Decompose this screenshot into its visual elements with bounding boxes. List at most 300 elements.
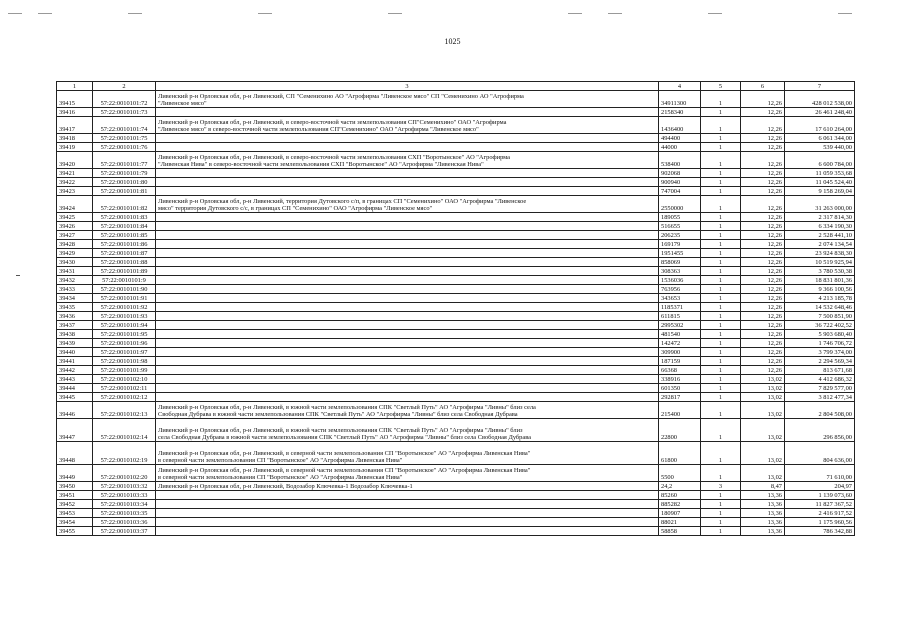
cadastral-value-cell: 6 600 784,00 [785, 152, 855, 169]
table-row [57, 134, 855, 143]
location-description-cell [156, 357, 659, 366]
table-row [57, 339, 855, 348]
location-description-cell [156, 294, 659, 303]
area-cell: 1185371 [659, 303, 701, 312]
cadastral-number-cell: 57:22:0010101:79 [93, 169, 156, 178]
area-cell: 44000 [659, 143, 701, 152]
cadastral-number-cell: 57:22:0010101:88 [93, 258, 156, 267]
row-number-cell: 39447 [57, 419, 93, 442]
cadastral-number-cell: 57:22:0010101:89 [93, 267, 156, 276]
location-description-cell [156, 312, 659, 321]
cadastral-number-cell: 57:22:0010103:34 [93, 500, 156, 509]
location-description-cell [156, 187, 659, 196]
rate-cell: 12,26 [741, 276, 785, 285]
location-description-cell [156, 491, 659, 500]
table-row [57, 384, 855, 393]
cadastral-value-cell: 11 059 353,68 [785, 169, 855, 178]
row-number-cell: 39432 [57, 276, 93, 285]
table-row [57, 357, 855, 366]
column-header: 1 [57, 82, 93, 91]
location-description-cell [156, 213, 659, 222]
page-number: 1025 [444, 37, 461, 46]
count-cell: 1 [701, 366, 741, 375]
rate-cell: 12,26 [741, 134, 785, 143]
location-description-cell [156, 366, 659, 375]
cadastral-value-cell: 4 412 686,32 [785, 375, 855, 384]
cadastral-number-cell: 57:22:0010101:91 [93, 294, 156, 303]
cadastral-number-cell: 57:22:0010103:35 [93, 509, 156, 518]
cadastral-value-cell: 10 519 925,94 [785, 258, 855, 267]
scan-side-mark [16, 275, 20, 276]
area-cell: 189055 [659, 213, 701, 222]
column-header: 5 [701, 82, 741, 91]
area-cell: 516655 [659, 222, 701, 231]
count-cell: 1 [701, 330, 741, 339]
cadastral-number-cell: 57:22:0010101:84 [93, 222, 156, 231]
row-number-cell: 39430 [57, 258, 93, 267]
count-cell: 1 [701, 117, 741, 134]
register-table [56, 81, 855, 536]
rate-cell: 12,26 [741, 213, 785, 222]
location-description-cell [156, 348, 659, 357]
cadastral-value-cell: 18 831 801,36 [785, 276, 855, 285]
cadastral-value-cell: 14 532 648,46 [785, 303, 855, 312]
location-description-cell [156, 152, 659, 169]
rate-cell: 12,26 [741, 91, 785, 108]
cadastral-number-cell: 57:22:0010101:74 [93, 117, 156, 134]
description-line: "Ливенское мясо" [158, 100, 207, 107]
cadastral-value-cell: 6 334 190,30 [785, 222, 855, 231]
table-row [57, 91, 855, 108]
location-description-cell [156, 527, 659, 536]
area-cell: 215400 [659, 402, 701, 419]
cadastral-number-cell: 57:22:0010101:87 [93, 249, 156, 258]
rate-cell: 12,26 [741, 187, 785, 196]
area-cell: 1436400 [659, 117, 701, 134]
row-number-cell: 39436 [57, 312, 93, 321]
row-number-cell: 39424 [57, 196, 93, 213]
area-cell: 747004 [659, 187, 701, 196]
count-cell: 3 [701, 482, 741, 491]
cadastral-value-cell: 11 827 367,52 [785, 500, 855, 509]
location-description-cell [156, 285, 659, 294]
table-row [57, 178, 855, 187]
location-description-cell [156, 169, 659, 178]
rate-cell: 8,47 [741, 482, 785, 491]
row-number-cell: 39451 [57, 491, 93, 500]
row-number-cell: 39434 [57, 294, 93, 303]
row-number-cell: 39422 [57, 178, 93, 187]
count-cell: 1 [701, 465, 741, 482]
table-row [57, 500, 855, 509]
table-header-row [57, 82, 855, 91]
area-cell: 206235 [659, 231, 701, 240]
count-cell: 1 [701, 509, 741, 518]
cadastral-value-cell: 4 213 185,78 [785, 294, 855, 303]
table-row [57, 465, 855, 482]
cadastral-value-cell: 2 416 917,52 [785, 509, 855, 518]
count-cell: 1 [701, 108, 741, 117]
cadastral-value-cell: 7 829 577,00 [785, 384, 855, 393]
row-number-cell: 39426 [57, 222, 93, 231]
cadastral-value-cell: 9 158 269,04 [785, 187, 855, 196]
rate-cell: 12,26 [741, 330, 785, 339]
location-description-cell [156, 339, 659, 348]
count-cell: 1 [701, 91, 741, 108]
location-description-cell [156, 240, 659, 249]
row-number-cell: 39437 [57, 321, 93, 330]
cadastral-number-cell: 57:22:0010101:93 [93, 312, 156, 321]
table-row [57, 312, 855, 321]
area-cell: 58858 [659, 527, 701, 536]
rate-cell: 12,26 [741, 294, 785, 303]
count-cell: 1 [701, 213, 741, 222]
table-row [57, 419, 855, 442]
table-row [57, 267, 855, 276]
description-line: Ливенский р-н Орловская обл, р-н Ливенский, в северо-восточной части землепользования СХП "Воротынское" АО "Агрофирма [158, 154, 511, 161]
cadastral-number-cell: 57:22:0010101:77 [93, 152, 156, 169]
column-header: 3 [156, 82, 659, 91]
count-cell: 1 [701, 348, 741, 357]
table-row [57, 509, 855, 518]
cadastral-number-cell: 57:22:0010102:19 [93, 442, 156, 465]
cadastral-value-cell: 3 799 374,00 [785, 348, 855, 357]
cadastral-number-cell: 57:22:0010101:94 [93, 321, 156, 330]
cadastral-number-cell: 57:22:0010102:10 [93, 375, 156, 384]
row-number-cell: 39415 [57, 91, 93, 108]
row-number-cell: 39423 [57, 187, 93, 196]
area-cell: 481540 [659, 330, 701, 339]
count-cell: 1 [701, 402, 741, 419]
table-row [57, 393, 855, 402]
row-number-cell: 39420 [57, 152, 93, 169]
location-description-cell [156, 249, 659, 258]
area-cell: 338916 [659, 375, 701, 384]
rate-cell: 12,26 [741, 357, 785, 366]
rate-cell: 12,26 [741, 258, 785, 267]
table-row [57, 213, 855, 222]
table-row [57, 482, 855, 491]
rate-cell: 13,02 [741, 375, 785, 384]
count-cell: 1 [701, 276, 741, 285]
rate-cell: 13,02 [741, 465, 785, 482]
rate-cell: 12,26 [741, 178, 785, 187]
cadastral-value-cell: 296 856,00 [785, 419, 855, 442]
count-cell: 1 [701, 187, 741, 196]
area-cell: 494400 [659, 134, 701, 143]
rate-cell: 12,26 [741, 231, 785, 240]
table-row [57, 258, 855, 267]
cadastral-value-cell: 23 924 838,30 [785, 249, 855, 258]
rate-cell: 12,26 [741, 285, 785, 294]
cadastral-number-cell: 57:22:0010102:13 [93, 402, 156, 419]
row-number-cell: 39445 [57, 393, 93, 402]
cadastral-number-cell: 57:22:0010101:82 [93, 196, 156, 213]
area-cell: 5500 [659, 465, 701, 482]
rate-cell: 13,36 [741, 527, 785, 536]
row-number-cell: 39438 [57, 330, 93, 339]
cadastral-value-cell: 17 610 264,00 [785, 117, 855, 134]
cadastral-value-cell: 6 061 344,00 [785, 134, 855, 143]
table-row [57, 108, 855, 117]
cadastral-number-cell: 57:22:0010101:90 [93, 285, 156, 294]
table-row [57, 442, 855, 465]
description-line: Свободная Дубрава в южной части землепользования СПК "Светлый Путь" АО "Агрофирма "Ливны" близ села Свободная Дубрава [158, 411, 518, 418]
cadastral-number-cell: 57:22:0010101:85 [93, 231, 156, 240]
cadastral-number-cell: 57:22:0010103:36 [93, 518, 156, 527]
cadastral-number-cell: 57:22:0010102:20 [93, 465, 156, 482]
row-number-cell: 39439 [57, 339, 93, 348]
location-description-cell [156, 402, 659, 419]
count-cell: 1 [701, 178, 741, 187]
area-cell: 2550000 [659, 196, 701, 213]
row-number-cell: 39419 [57, 143, 93, 152]
count-cell: 1 [701, 419, 741, 442]
cadastral-value-cell: 9 366 100,56 [785, 285, 855, 294]
cadastral-value-cell: 813 671,68 [785, 366, 855, 375]
area-cell: 34911300 [659, 91, 701, 108]
row-number-cell: 39446 [57, 402, 93, 419]
table-row [57, 152, 855, 169]
table-row [57, 518, 855, 527]
area-cell: 66368 [659, 366, 701, 375]
row-number-cell: 39449 [57, 465, 93, 482]
cadastral-number-cell: 57:22:0010101:72 [93, 91, 156, 108]
table-row [57, 196, 855, 213]
area-cell: 2995302 [659, 321, 701, 330]
rate-cell: 13,02 [741, 419, 785, 442]
location-description-cell [156, 384, 659, 393]
rate-cell: 12,26 [741, 348, 785, 357]
location-description-cell [156, 330, 659, 339]
table-row [57, 375, 855, 384]
table-row [57, 276, 855, 285]
table-row [57, 527, 855, 536]
count-cell: 1 [701, 357, 741, 366]
rate-cell: 12,26 [741, 108, 785, 117]
row-number-cell: 39429 [57, 249, 93, 258]
cadastral-value-cell: 26 461 248,40 [785, 108, 855, 117]
scan-top-marks [8, 13, 898, 19]
table-row [57, 187, 855, 196]
cadastral-value-cell: 1 175 960,56 [785, 518, 855, 527]
table-row [57, 402, 855, 419]
location-description-cell [156, 375, 659, 384]
column-header: 6 [741, 82, 785, 91]
column-header: 2 [93, 82, 156, 91]
table-row [57, 303, 855, 312]
table-row [57, 117, 855, 134]
table-row [57, 491, 855, 500]
location-description-cell [156, 393, 659, 402]
rate-cell: 13,36 [741, 509, 785, 518]
description-line: в северной части землепользования СП "Воротынское" АО "Агрофирма Ливенская Нива" [158, 457, 403, 464]
area-cell: 187159 [659, 357, 701, 366]
area-cell: 169179 [659, 240, 701, 249]
cadastral-value-cell: 539 440,00 [785, 143, 855, 152]
rate-cell: 13,36 [741, 491, 785, 500]
column-header: 7 [785, 82, 855, 91]
rate-cell: 12,26 [741, 196, 785, 213]
area-cell: 1951455 [659, 249, 701, 258]
row-number-cell: 39416 [57, 108, 93, 117]
cadastral-value-cell: 2 804 508,00 [785, 402, 855, 419]
area-cell: 22800 [659, 419, 701, 442]
location-description-cell [156, 178, 659, 187]
area-cell: 142472 [659, 339, 701, 348]
table-row [57, 366, 855, 375]
count-cell: 1 [701, 240, 741, 249]
row-number-cell: 39440 [57, 348, 93, 357]
cadastral-value-cell: 1 139 073,60 [785, 491, 855, 500]
cadastral-value-cell: 36 722 402,52 [785, 321, 855, 330]
cadastral-value-cell: 3 780 530,38 [785, 267, 855, 276]
location-description-cell [156, 108, 659, 117]
rate-cell: 12,26 [741, 321, 785, 330]
cadastral-value-cell: 2 074 134,54 [785, 240, 855, 249]
row-number-cell: 39450 [57, 482, 93, 491]
cadastral-number-cell: 57:22:0010102:11 [93, 384, 156, 393]
rate-cell: 12,26 [741, 143, 785, 152]
table-row [57, 294, 855, 303]
location-description-cell [156, 442, 659, 465]
location-description-cell [156, 321, 659, 330]
row-number-cell: 39435 [57, 303, 93, 312]
row-number-cell: 39425 [57, 213, 93, 222]
area-cell: 309900 [659, 348, 701, 357]
count-cell: 1 [701, 258, 741, 267]
count-cell: 1 [701, 143, 741, 152]
cadastral-number-cell: 57:22:0010101:95 [93, 330, 156, 339]
rate-cell: 12,26 [741, 249, 785, 258]
location-description-cell [156, 518, 659, 527]
count-cell: 1 [701, 491, 741, 500]
count-cell: 1 [701, 303, 741, 312]
location-description-cell [156, 196, 659, 213]
cadastral-number-cell: 57:22:0010101:86 [93, 240, 156, 249]
count-cell: 1 [701, 196, 741, 213]
table-row [57, 321, 855, 330]
area-cell: 601350 [659, 384, 701, 393]
cadastral-value-cell: 2 528 441,10 [785, 231, 855, 240]
rate-cell: 12,26 [741, 222, 785, 231]
location-description-cell [156, 143, 659, 152]
area-cell: 763956 [659, 285, 701, 294]
count-cell: 1 [701, 321, 741, 330]
description-line: мясо" территория Дутовского с/с, в границах СП "Семенихино" ОАО "Агрофирма "Ливенское мясо" [158, 205, 433, 212]
count-cell: 1 [701, 152, 741, 169]
cadastral-number-cell: 57:22:0010101:76 [93, 143, 156, 152]
rate-cell: 12,26 [741, 303, 785, 312]
column-header: 4 [659, 82, 701, 91]
cadastral-number-cell: 57:22:0010101:75 [93, 134, 156, 143]
description-line: Ливенский р-н Орловская обл, р-н Ливенский, СП "Семенихино АО "Агрофирма "Ливенское мясо" СП "Семенихино АО "Агрофирма [158, 93, 524, 100]
rate-cell: 13,02 [741, 402, 785, 419]
table-row [57, 240, 855, 249]
count-cell: 1 [701, 375, 741, 384]
area-cell: 308363 [659, 267, 701, 276]
location-description-cell [156, 117, 659, 134]
rate-cell: 12,26 [741, 312, 785, 321]
area-cell: 180907 [659, 509, 701, 518]
cadastral-number-cell: 57:22:0010101:92 [93, 303, 156, 312]
cadastral-value-cell: 7 500 851,90 [785, 312, 855, 321]
row-number-cell: 39444 [57, 384, 93, 393]
cadastral-number-cell: 57:22:0010102:14 [93, 419, 156, 442]
location-description-cell [156, 303, 659, 312]
row-number-cell: 39431 [57, 267, 93, 276]
area-cell: 85260 [659, 491, 701, 500]
cadastral-value-cell: 428 012 538,00 [785, 91, 855, 108]
row-number-cell: 39454 [57, 518, 93, 527]
table-body [57, 91, 855, 536]
description-line: Ливенский р-н Орловская обл, р-н Ливенский, территория Дутовского с/п, в границах СП "Семенихино" ОАО "Агрофирма "Ливенское [158, 198, 527, 205]
count-cell: 1 [701, 231, 741, 240]
area-cell: 611815 [659, 312, 701, 321]
location-description-cell [156, 134, 659, 143]
cadastral-number-cell: 57:22:0010103:33 [93, 491, 156, 500]
count-cell: 1 [701, 384, 741, 393]
rate-cell: 13,36 [741, 518, 785, 527]
row-number-cell: 39417 [57, 117, 93, 134]
rate-cell: 12,26 [741, 240, 785, 249]
rate-cell: 13,02 [741, 393, 785, 402]
count-cell: 1 [701, 267, 741, 276]
area-cell: 88021 [659, 518, 701, 527]
count-cell: 1 [701, 285, 741, 294]
description-line: в северной части землепользования СП "Воротынское" АО "Агрофирма Ливенская Нива" [158, 474, 403, 481]
row-number-cell: 39448 [57, 442, 93, 465]
area-cell: 24,2 [659, 482, 701, 491]
cadastral-value-cell: 2 294 569,34 [785, 357, 855, 366]
area-cell: 902068 [659, 169, 701, 178]
count-cell: 1 [701, 339, 741, 348]
rate-cell: 13,36 [741, 500, 785, 509]
cadastral-value-cell: 31 263 000,00 [785, 196, 855, 213]
area-cell: 343653 [659, 294, 701, 303]
count-cell: 1 [701, 442, 741, 465]
table-row [57, 222, 855, 231]
count-cell: 1 [701, 222, 741, 231]
cadastral-value-cell: 204,97 [785, 482, 855, 491]
area-cell: 538400 [659, 152, 701, 169]
rate-cell: 13,02 [741, 442, 785, 465]
cadastral-value-cell: 804 636,00 [785, 442, 855, 465]
table-row [57, 231, 855, 240]
location-description-cell [156, 267, 659, 276]
cadastral-value-cell: 786 342,88 [785, 527, 855, 536]
cadastral-number-cell: 57:22:0010101:97 [93, 348, 156, 357]
location-description-cell [156, 500, 659, 509]
area-cell: 858069 [659, 258, 701, 267]
row-number-cell: 39443 [57, 375, 93, 384]
cadastral-number-cell: 57:22:0010101:80 [93, 178, 156, 187]
cadastral-number-cell: 57:22:0010101:73 [93, 108, 156, 117]
description-line: Ливенский р-н Орловская обл, р-н Ливенский, в северной части землепользования СП "Воротынское" АО "Агрофирма Ливенская Нива" [158, 467, 531, 474]
rate-cell: 12,26 [741, 152, 785, 169]
cadastral-number-cell: 57:22:0010103:32 [93, 482, 156, 491]
cadastral-value-cell: 5 903 680,40 [785, 330, 855, 339]
count-cell: 1 [701, 527, 741, 536]
description-line: Ливенский р-н Орловская обл, р-н Ливенский, Водозабор Ключевка-1 Водозабор Ключевка-1 [158, 483, 413, 490]
rate-cell: 12,26 [741, 117, 785, 134]
cadastral-number-cell: 57:22:0010102:12 [93, 393, 156, 402]
row-number-cell: 39452 [57, 500, 93, 509]
count-cell: 1 [701, 500, 741, 509]
location-description-cell [156, 231, 659, 240]
rate-cell: 12,26 [741, 267, 785, 276]
cadastral-number-cell: 57:22:0010101:9 [93, 276, 156, 285]
